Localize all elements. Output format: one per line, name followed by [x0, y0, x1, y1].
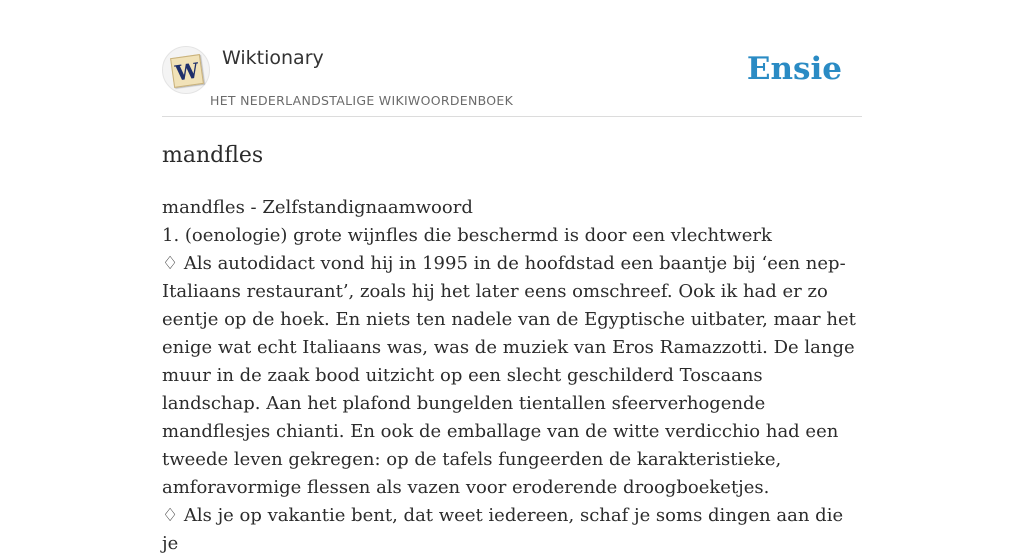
example-quote: ♢ Als je op vakantie bent, dat weet iedereen, schaf je soms dingen aan die je	[162, 505, 844, 554]
entry-content	[162, 194, 862, 558]
example-quote: ♢ Als autodidact vond hij in 1995 in de hoofdstad een baantje bij ‘een nep-Italiaans restaurant’, zoals hij het later eens omschreef. Ook ik had er zo eentje op de hoek. En niets ten nadele van de Egyptische uitbater, maar het enige wat echt Italiaans was, was de muziek van Eros Ramazzotti. De lange muur in de zaak bood uitzicht op een slecht geschilderd Toscaans landschap. Aan het plafond bungelden tientallen sfeerverhogende mandflesjes chianti. En ook de emballage van de witte verdicchio had een tweede leven gekregen: op de tafels fungeerden de karakteristieke, amforavormige flessen als vazen voor eroderende droogboeketjes.	[162, 253, 856, 498]
site-header	[162, 0, 862, 117]
ensie-brand-logo[interactable]: Ensie	[746, 51, 842, 87]
logo-tile-icon: W	[170, 54, 204, 88]
site-subtitle: HET NEDERLANDSTALIGE WIKIWOORDENBOEK	[210, 93, 514, 108]
wiktionary-logo[interactable]	[162, 46, 210, 94]
definition: 1. (oenologie) grote wijnfles die beschermd is door een vlechtwerk	[162, 225, 772, 246]
site-title[interactable]: Wiktionary	[222, 47, 324, 69]
page-title: mandfles	[162, 143, 264, 168]
page	[162, 0, 862, 558]
entry-heading-line: mandfles - Zelfstandignaamwoord	[162, 197, 473, 218]
